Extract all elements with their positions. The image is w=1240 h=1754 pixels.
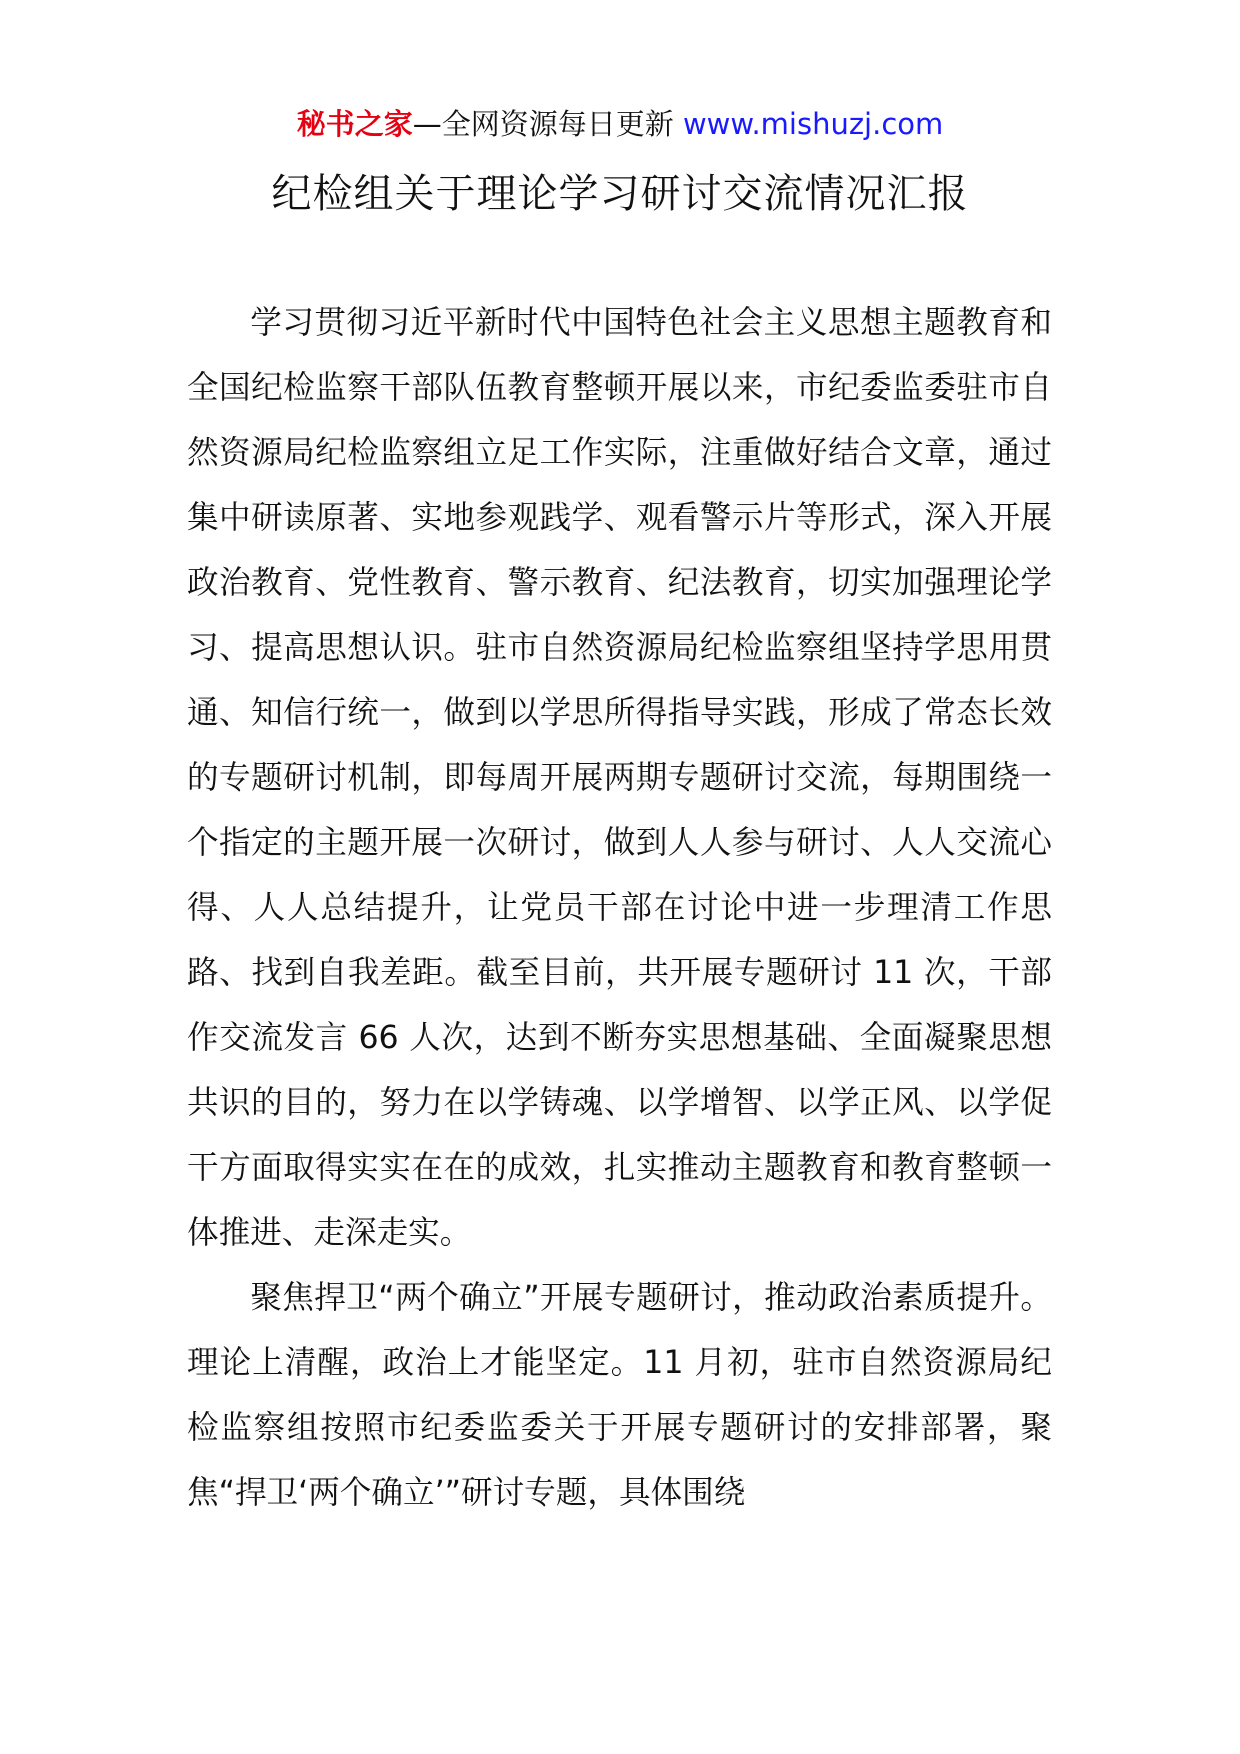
- brand-name: 秘书之家: [296, 107, 413, 141]
- site-slogan: —全网资源每日更新: [412, 107, 683, 141]
- site-url-link[interactable]: www.mishuzj.com: [682, 107, 944, 141]
- body-paragraph-2: 聚焦捍卫“两个确立”开展专题研讨，推动政治素质提升。理论上清醒，政治上才能坚定。11 月初，驻市自然资源局纪检监察组按照市纪委监委关于开展专题研讨的安排部署，聚焦“捍卫‘两个确立’”研讨专题，具体围绕: [187, 1280, 1052, 1511]
- body-paragraph-1: 学习贯彻习近平新时代中国特色社会主义思想主题教育和全国纪检监察干部队伍教育整顿开展以来，市纪委监委驻市自然资源局纪检监察组立足工作实际，注重做好结合文章，通过集中研读原著、实地参观践学、观看警示片等形式，深入开展政治教育、党性教育、警示教育、纪法教育，切实加强理论学习、提高思想认识。驻市自然资源局纪检监察组坚持学思用贯通、知信行统一，做到以学思所得指导实践，形成了常态长效的专题研讨机制，即每周开展两期专题研讨交流，每期围绕一个指定的主题开展一次研讨，做到人人参与研讨、人人交流心得、人人总结提升，让党员干部在讨论中进一步理清工作思路、找到自我差距。截至目前，共开展专题研讨 11 次，干部作交流发言 66 人次，达到不断夯实思想基础、全面凝聚思想共识的目的，努力在以学铸魂、以学增智、以学正风、以学促干方面取得实实在在的成效，扎实推动主题教育和教育整顿一体推进、走深走实。: [187, 305, 1052, 1251]
- site-header: [0, 104, 1240, 144]
- document-body: [187, 291, 1052, 1526]
- document-title: 纪检组关于理论学习研讨交流情况汇报: [271, 171, 969, 217]
